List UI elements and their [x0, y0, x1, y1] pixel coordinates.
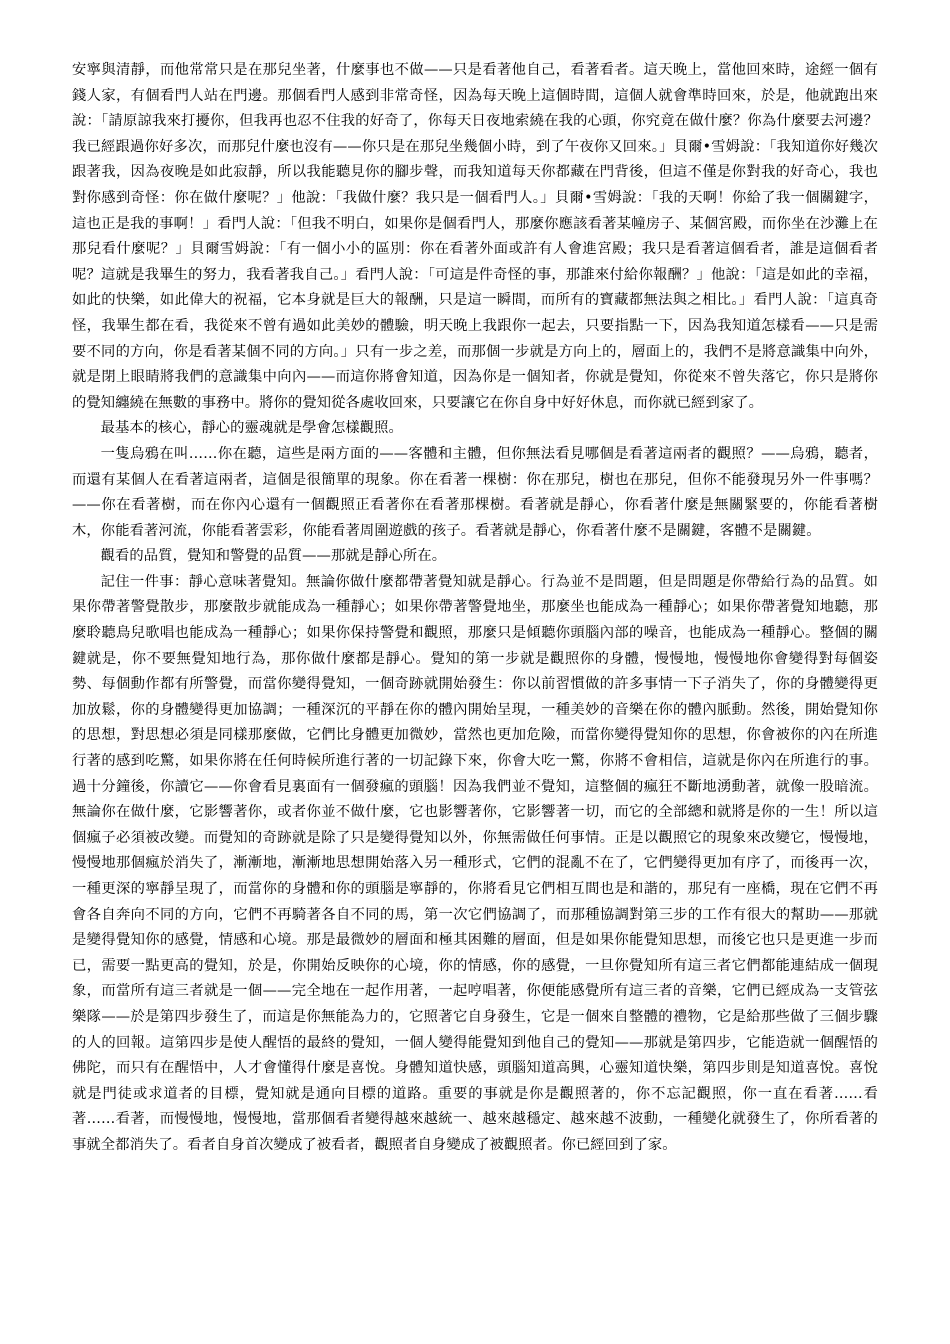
- paragraph-5: 記住一件事：靜心意味著覺知。無論你做什麼都帶著覺知就是靜心。行為並不是問題，但是問題是你帶給行為的品質。如果你帶著警覺散步，那麼散步就能成為一種靜心；如果你帶著警覺地坐，那麼坐也能成為一種靜心；如果你帶著覺知地聽，那麼聆聽鳥兒歌唱也能成為一種靜心；如果你保持警覺和觀照，那麼只是傾聽你頭腦內部的噪音，也能成為一種靜心。整個的關鍵就是，你不要無覺知地行為，那你做什麼都是靜心。覺知的第一步就是觀照你的身體，慢慢地，慢慢地你會變得對每個姿勢、每個動作都有所警覺，而當你變得覺知，一個奇跡就開始發生：你以前習慣做的許多事情一下子消失了，你的身體變得更加放鬆，你的身體變得更加協調；一種深沉的平靜在你的體內開始呈現，一種美妙的音樂在你的體內脈動。然後，開始覺知你的思想，對思想必須是同樣那麼做，它們比身體更加微妙，當然也更加危險，而當你變得覺知你的思想，你會被你的內在所進行著的感到吃驚，如果你將在任何時候所進行著的一切記錄下來，你會大吃一驚，你將不會相信，這就是你內在所進行的事。過十分鐘後，你讀它——你會看見裏面有一個發瘋的頭腦！因為我們並不覺知，這整個的瘋狂不斷地湧動著，就像一股暗流。無論你在做什麼，它影響著你，或者你並不做什麼，它也影響著你，它影響著一切，而它的全部總和就將是你的一生！所以這個瘋子必須被改變。而覺知的奇跡就是除了只是變得覺知以外，你無需做任何事情。正是以觀照它的現象來改變它，慢慢地，慢慢地那個瘋於消失了，漸漸地，漸漸地思想開始落入另一種形式，它們的混亂不在了，它們變得更加有序了，而後再一次，一種更深的寧靜呈現了，而當你的身體和你的頭腦是寧靜的，你將看見它們相互間也是和諧的，那兒有一座橋，現在它們不再會各自奔向不同的方向，它們不再騎著各自不同的馬，第一次它們協調了，而那種協調對第三步的工作有很大的幫助——那就是變得覺知你的感覺，情感和心境。那是最微妙的層面和極其困難的層面，但是如果你能覺知思想，而後它也只是更進一步而已，需要一點更高的覺知，於是，你開始反映你的心境，你的情感，你的感覺，一旦你覺知所有這三者它們都能連結成一個現象，而當所有這三者就是一個——完全地在一起作用著，一起哼唱著，你便能感覺所有這三者的音樂，它們已經成為一支管弦樂隊——於是第四步發生了，而這是你無能為力的，它照著它自身發生，它是一個來自整體的禮物，它是給那些做了三個步驟的人的回報。這第四步是使人醒悟的最終的覺知，一個人變得能覺知到他自己的覺知——那就是第四步，它能造就一個醒悟的佛陀，而只有在醒悟中，人才會懂得什麼是喜悅。身體知道快感，頭腦知道高興，心靈知道快樂，第四步則是知道喜悅。喜悅就是門徒或求道者的目標，覺知就是通向目標的道路。重要的事就是你是觀照著的，你不忘記觀照，你一直在看著……看著……看著，而慢慢地，慢慢地，當那個看者變得越來越統一、越來越穩定、越來越不波動，一種變化就發生了，你所看著的事就全都消失了。看者自身首次變成了被看者，觀照者自身變成了被觀照者。你已經回到了家。: [72, 573, 878, 1153]
- document-page: [72, 58, 878, 1159]
- paragraph-2: 最基本的核心，靜心的靈魂就是學會怎樣觀照。: [100, 420, 403, 437]
- paragraph-4: 觀看的品質，覺知和警覺的品質——那就是靜心所在。: [100, 548, 447, 565]
- paragraph-1: 安寧與清靜，而他常常只是在那兒坐著，什麼事也不做——只是看著他自己，看著看者。這天晚上，當他回來時，途經一個有錢人家，有個看門人站在門邊。那個看門人感到非常奇怪，因為每天晚上這個時間，這個人就會準時回來，於是，他就跑出來說：「請原諒我來打擾你，但我再也忍不住我的好奇了，你每天日夜地索繞在我的心頭，你究竟在做什麼？你為什麼要去河邊？我已經跟過你好多次，而那兒什麼也沒有——你只是在那兒坐幾個小時，到了午夜你又回來。」貝爾•雪姆說：「我知道你好幾次跟著我，因為夜晚是如此寂靜，所以我能聽見你的腳步聲，而我知道每天你都藏在門背後，但這不僅是你對我的好奇心，我也對你感到奇怪：你在做什麼呢？」他說：「我做什麼？我只是一個看門人。」貝爾•雪姆說：「我的天啊！你給了我一個關鍵字，這也正是我的事啊！」看門人說：「但我不明白，如果你是個看門人，那麼你應該看著某幢房子、某個宮殿，而你坐在沙灘上在那兒看什麼呢？」貝爾雪姆說：「有一個小小的區別：你在看著外面或許有人會進宮殿；我只是看著這個看者，誰是這個看者呢？這就是我畢生的努力，我看著我自己。」看門人說：「可這是件奇怪的事，那誰來付給你報酬？」他說：「這是如此的幸福，如此的快樂，如此偉大的祝福，它本身就是巨大的報酬，只是這一瞬間，而所有的寶藏都無法與之相比。」看門人說：「這真奇怪，我畢生都在看，我從來不曾有過如此美妙的體驗，明天晚上我跟你一起去，只要指點一下，因為我知道怎樣看——只是需要不同的方向，你是看著某個不同的方向。」只有一步之差，而那個一步就是方向上的，層面上的，我們不是將意識集中向外，就是閉上眼睛將我們的意識集中向內——而這你將會知道，因為你是一個知者，你就是覺知，你從來不曾失落它，你只是將你的覺知纏繞在無數的事務中。將你的覺知從各處收回來，只要讓它在你自身中好好休息，而你就已經到家了。: [72, 62, 878, 411]
- paragraph-3: 一隻烏鴉在叫……你在聽，這些是兩方面的——客體和主體，但你無法看見哪個是看著這兩者的觀照？——烏鴉，聽者，而還有某個人在看著這兩者，這個是很簡單的現象。你在看著一棵樹：你在那兒，樹也在那兒，但你不能發現另外一件事嗎？——你在看著樹，而在你內心還有一個觀照正看著你在看著那棵樹。看著就是靜心，你看著什麼是無關緊要的，你能看著樹木，你能看著河流，你能看著雲彩，你能看著周圍遊戲的孩子。看著就是靜心，你看著什麼不是關鍵，客體不是關鍵。: [72, 445, 878, 539]
